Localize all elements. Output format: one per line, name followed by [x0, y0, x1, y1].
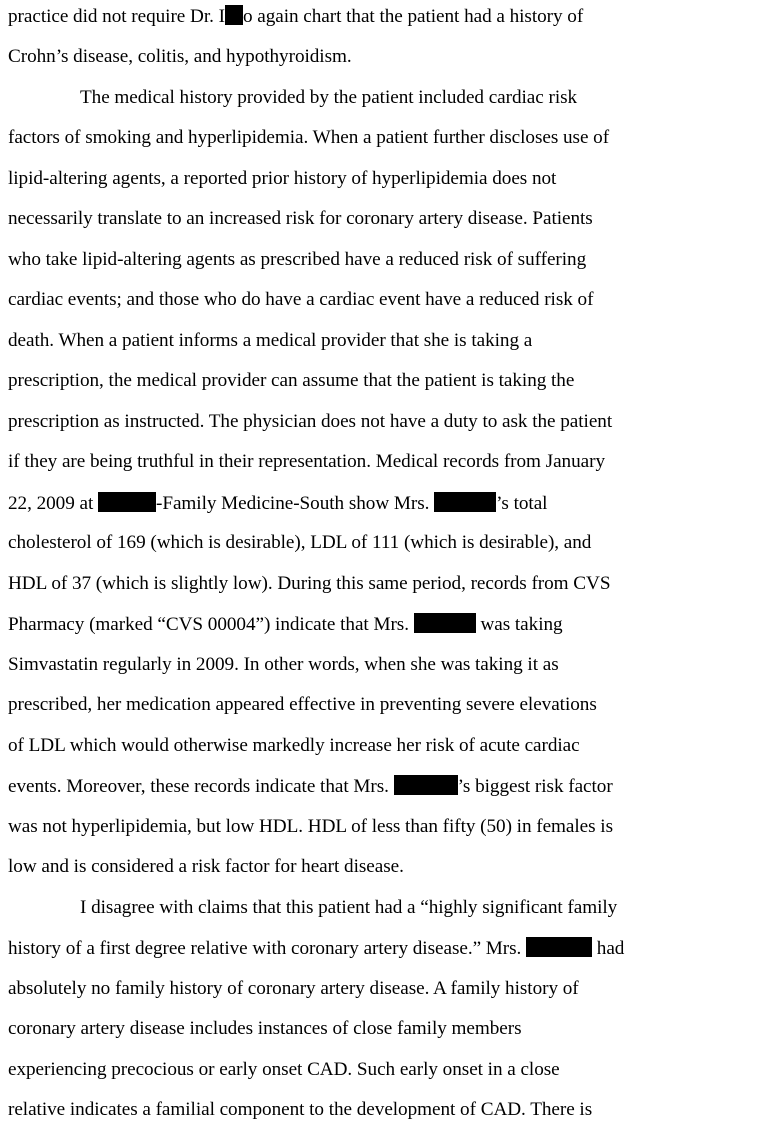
text-line: practice did not require Dr. I o again chart that the patient had a history of: [8, 6, 584, 27]
text-line: was not hyperlipidemia, but low HDL. HDL of less than fifty (50) in females is: [8, 816, 614, 837]
text-line: experiencing precocious or early onset CAD. Such early onset in a close: [8, 1059, 560, 1080]
text-line: low and is considered a risk factor for heart disease.: [8, 856, 404, 877]
text-line: Crohn’s disease, colitis, and hypothyroidism.: [8, 46, 352, 67]
paragraph-start-line: The medical history provided by the patient included cardiac risk: [80, 87, 578, 108]
text-line: cardiac events; and those who do have a cardiac event have a reduced risk of: [8, 289, 594, 310]
text-line: death. When a patient informs a medical provider that she is taking a: [8, 330, 533, 351]
text-line: who take lipid-altering agents as prescribed have a reduced risk of suffering: [8, 249, 587, 270]
text-line: Pharmacy (marked “CVS 00004”) indicate that Mrs. was taking: [8, 614, 563, 635]
text-line: events. Moreover, these records indicate that Mrs. ’s biggest risk factor: [8, 776, 613, 797]
redaction-bar: [225, 5, 243, 25]
text-line: factors of smoking and hyperlipidemia. When a patient further discloses use of: [8, 127, 610, 148]
text-line: HDL of 37 (which is slightly low). During this same period, records from CVS: [8, 573, 611, 594]
text-line: history of a first degree relative with coronary artery disease.” Mrs. had: [8, 938, 625, 959]
text-line: lipid-altering agents, a reported prior history of hyperlipidemia does not: [8, 168, 557, 189]
paragraph-start-line: I disagree with claims that this patient had a “highly significant family: [80, 897, 618, 918]
text-line: relative indicates a familial component to the development of CAD. There is: [8, 1099, 593, 1120]
text-line: prescription, the medical provider can assume that the patient is taking the: [8, 370, 575, 391]
text-line: of LDL which would otherwise markedly increase her risk of acute cardiac: [8, 735, 580, 756]
text-line: absolutely no family history of coronary artery disease. A family history of: [8, 978, 579, 999]
redaction-bar: [394, 775, 458, 795]
text-line: prescription as instructed. The physician does not have a duty to ask the patient: [8, 411, 613, 432]
text-line: prescribed, her medication appeared effective in preventing severe elevations: [8, 694, 597, 715]
text-line: coronary artery disease includes instances of close family members: [8, 1018, 522, 1039]
redaction-bar: [98, 492, 156, 512]
redaction-bar: [434, 492, 496, 512]
text-line: necessarily translate to an increased risk for coronary artery disease. Patients: [8, 208, 593, 229]
text-line: if they are being truthful in their representation. Medical records from January: [8, 451, 605, 472]
redaction-bar: [526, 937, 592, 957]
redaction-bar: [414, 613, 476, 633]
text-line: cholesterol of 169 (which is desirable), LDL of 111 (which is desirable), and: [8, 532, 592, 553]
text-line: Simvastatin regularly in 2009. In other words, when she was taking it as: [8, 654, 559, 675]
text-line: 22, 2009 at -Family Medicine-South show Mrs. ’s total: [8, 493, 548, 514]
